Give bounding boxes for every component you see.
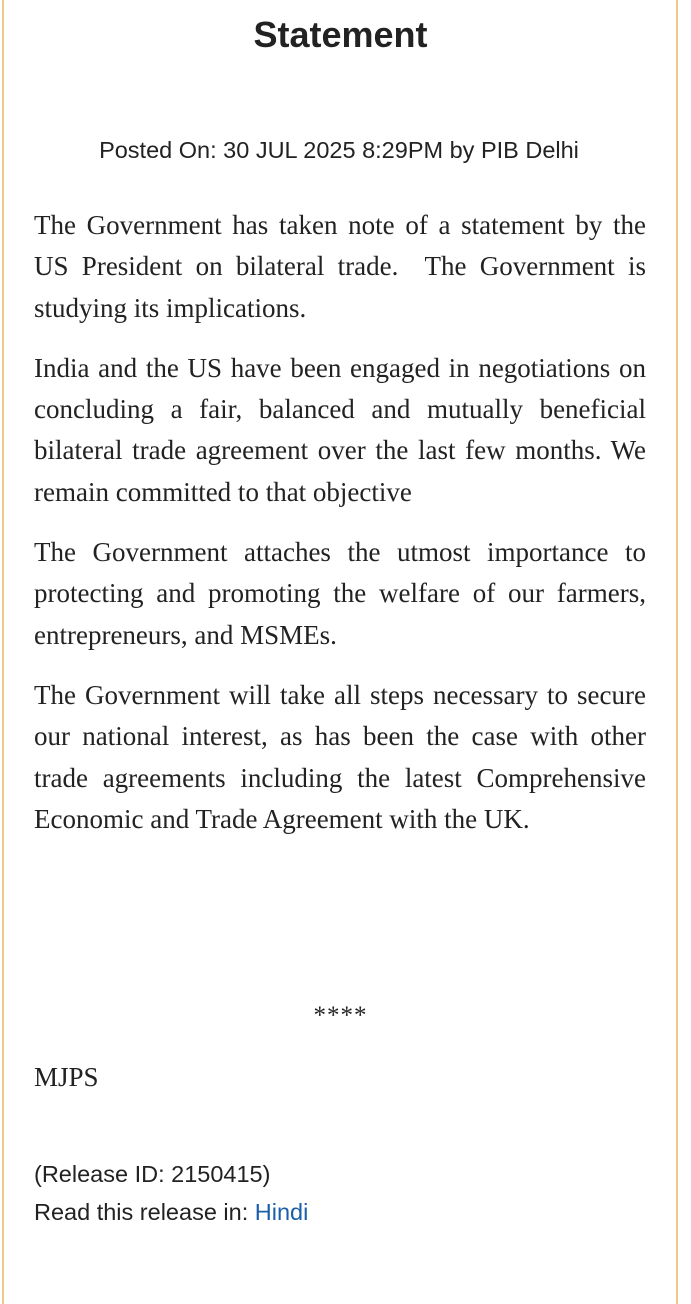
posted-on-line: Posted On: 30 JUL 2025 8:29PM by PIB Delhi bbox=[99, 137, 579, 163]
statement-body bbox=[34, 205, 653, 859]
signoff-initials: MJPS bbox=[34, 1062, 99, 1092]
right-border bbox=[676, 0, 678, 1304]
read-in-label: Read this release in: bbox=[34, 1199, 255, 1225]
paragraph-2: India and the US have been engaged in negotiations on concluding a fair, balanced and mutually beneficial bilateral trade agreement over the last few months. We remain committed to that objective bbox=[34, 352, 653, 507]
paragraph-1: The Government has taken note of a statement by the US President on bilateral trade. The Government is studying its implications. bbox=[34, 210, 653, 323]
release-id: (Release ID: 2150415) bbox=[34, 1161, 271, 1187]
paragraph-4: The Government will take all steps necessary to secure our national interest, as has been the case with other trade agreements including the latest Comprehensive Economic and Trade Agreement with the UK. bbox=[34, 679, 653, 834]
left-border bbox=[2, 0, 4, 1304]
separator: **** bbox=[313, 1002, 368, 1029]
page-title: Statement bbox=[253, 14, 428, 55]
read-in-line bbox=[34, 1199, 308, 1226]
paragraph-3: The Government attaches the utmost importance to protecting and promoting the welfare of our farmers, entrepreneurs, and MSMEs. bbox=[34, 537, 653, 650]
hindi-language-link[interactable]: Hindi bbox=[254, 1199, 309, 1225]
